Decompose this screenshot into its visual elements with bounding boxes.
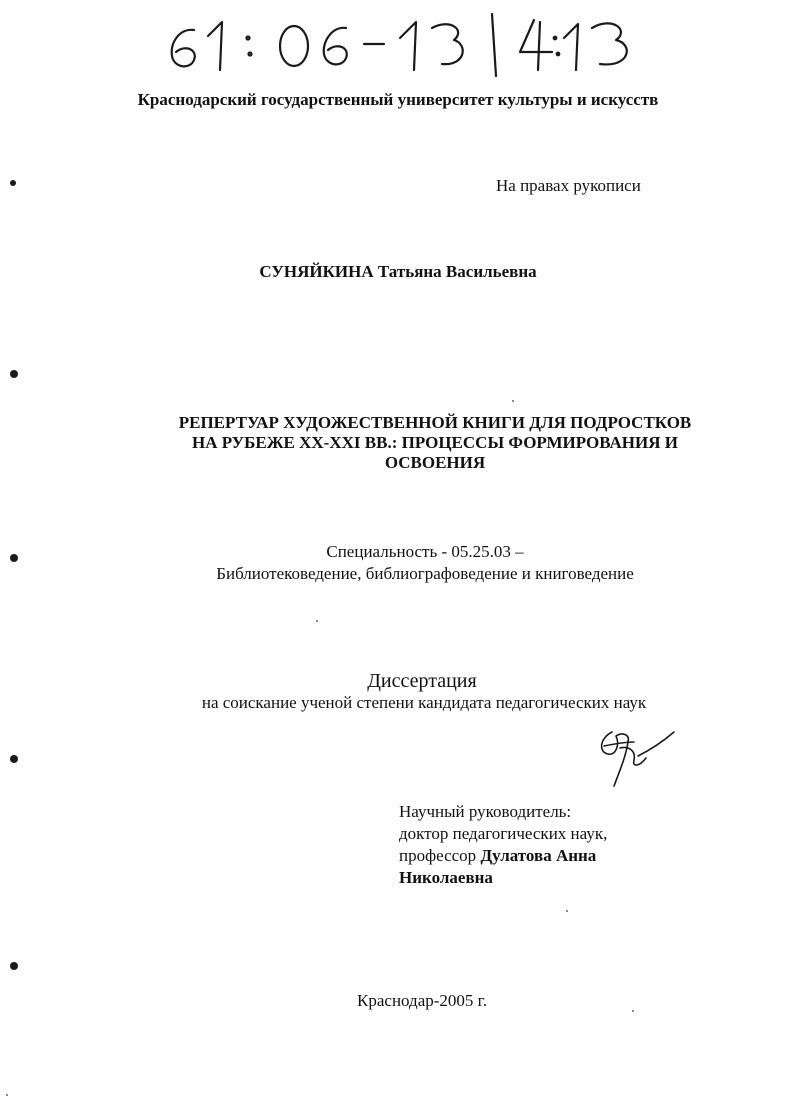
binding-hole-mark: [10, 370, 18, 378]
manuscript-rights-note: На правах рукописи: [496, 176, 641, 195]
advisor-rank-name: [399, 845, 607, 867]
dissertation-title: [90, 413, 780, 473]
city-and-year: Краснодар-2005 г.: [357, 991, 487, 1010]
scan-speck: [566, 910, 568, 912]
author-given-names: Татьяна Васильевна: [377, 262, 537, 281]
dissertation-heading: Диссертация: [367, 670, 477, 692]
binding-hole-mark: [10, 180, 16, 186]
handwritten-archive-code: [160, 8, 640, 78]
scan-speck: [6, 1094, 8, 1096]
university-name: Краснодарский государственный университет культуры и искусств: [137, 90, 659, 109]
scientific-advisor: [399, 801, 607, 889]
scan-speck: [316, 620, 318, 622]
specialty-block: [90, 541, 760, 585]
binding-hole-mark: [10, 962, 18, 970]
title-line: РЕПЕРТУАР ХУДОЖЕСТВЕННОЙ КНИГИ ДЛЯ ПОДРОСТКОВ: [178, 413, 692, 432]
handwritten-signature: [590, 712, 680, 792]
author-name: [0, 262, 796, 282]
advisor-label: Научный руководитель:: [399, 802, 572, 821]
specialty-description: Библиотековедение, библиографоведение и книговедение: [216, 564, 634, 583]
specialty-code: Специальность - 05.25.03 –: [326, 542, 524, 561]
binding-hole-mark: [10, 554, 18, 562]
advisor-name: Дулатова Анна: [480, 846, 597, 865]
title-line: ОСВОЕНИЯ: [384, 453, 486, 472]
title-line: НА РУБЕЖЕ XX-XXI ВВ.: ПРОЦЕССЫ ФОРМИРОВАНИЯ И: [191, 433, 679, 452]
dissertation-purpose: на соискание ученой степени кандидата педагогических наук: [201, 693, 647, 712]
advisor-rank: профессор: [399, 846, 477, 865]
author-surname: СУНЯЙКИНА: [259, 262, 374, 281]
binding-hole-mark: [10, 755, 18, 763]
advisor-patronymic: Николаевна: [399, 868, 493, 887]
advisor-degree: доктор педагогических наук,: [399, 824, 608, 843]
scan-speck: [512, 400, 514, 402]
scan-speck: [632, 1010, 634, 1012]
